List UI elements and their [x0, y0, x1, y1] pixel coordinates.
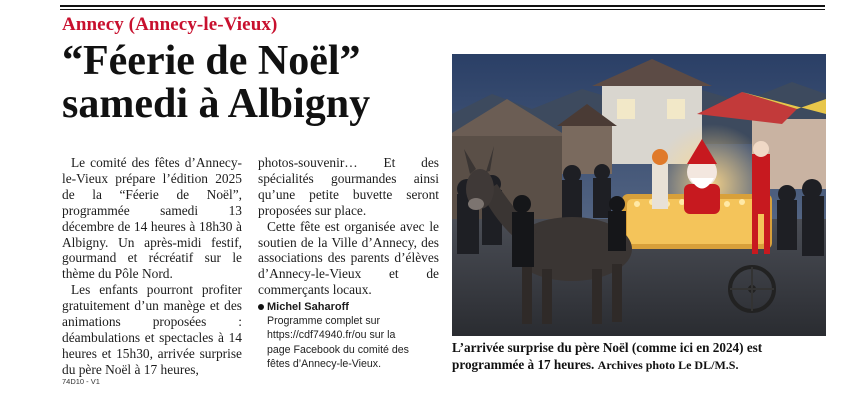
article-column-1 [62, 155, 242, 378]
paragraph: Les enfants pourront profiter gratuitement d’un manège et des animations proposées : déambulations et spectacles à 14 heures et 15h30, arrivée surprise du père Noël à 17 heures, [62, 282, 242, 377]
photo-caption [452, 340, 826, 373]
top-rule-thin [60, 9, 825, 10]
paragraph: Cette fête est organisée avec le soutien de la Ville d’Annecy, des associations des parents d’élèves d’Annecy-le-Vieux et de commerçants locaux. [258, 218, 439, 298]
program-info [267, 314, 439, 371]
headline-line-2: samedi à Albigny [62, 81, 371, 127]
paragraph: photos-souvenir… Et des spécialités gourmandes ainsi qu’une petite buvette seront proposées sur place. [258, 155, 439, 218]
paragraph: Le comité des fêtes d’Annecy-le-Vieux prépare l’édition 2025 de la “Féerie de Noël”, programmée samedi 13 décembre de 14 heures à 18h30 à Albigny. Un après-midi festif, gourmand et récréatif sur le thème du Pôle Nord. [62, 155, 242, 282]
bullet-icon [258, 304, 264, 310]
info-line: fêtes d’Annecy-le-Vieux. [267, 357, 382, 370]
top-rule [60, 5, 825, 7]
page-folio: 74D10 - V1 [62, 377, 100, 386]
article-headline [62, 40, 442, 126]
christmas-parade-photo [452, 54, 826, 336]
byline [258, 300, 439, 314]
info-line: Programme complet sur [267, 315, 381, 328]
caption-text: L’arrivée surprise du père Noël (comme ici en 2024) est programmée à 17 heures. [452, 340, 763, 372]
headline-line-1: “Féerie de Noël” [62, 38, 361, 84]
photo-credit: Archives photo Le DL/M.S. [597, 357, 739, 372]
info-line: https://cdf74940.fr/ou sur la [267, 329, 396, 342]
article-photo [452, 54, 826, 336]
byline-author: Michel Saharoff [267, 301, 349, 314]
article-column-2 [258, 155, 439, 371]
info-line: page Facebook du comité des [267, 343, 409, 356]
article-kicker: Annecy (Annecy-le-Vieux) [62, 14, 278, 35]
